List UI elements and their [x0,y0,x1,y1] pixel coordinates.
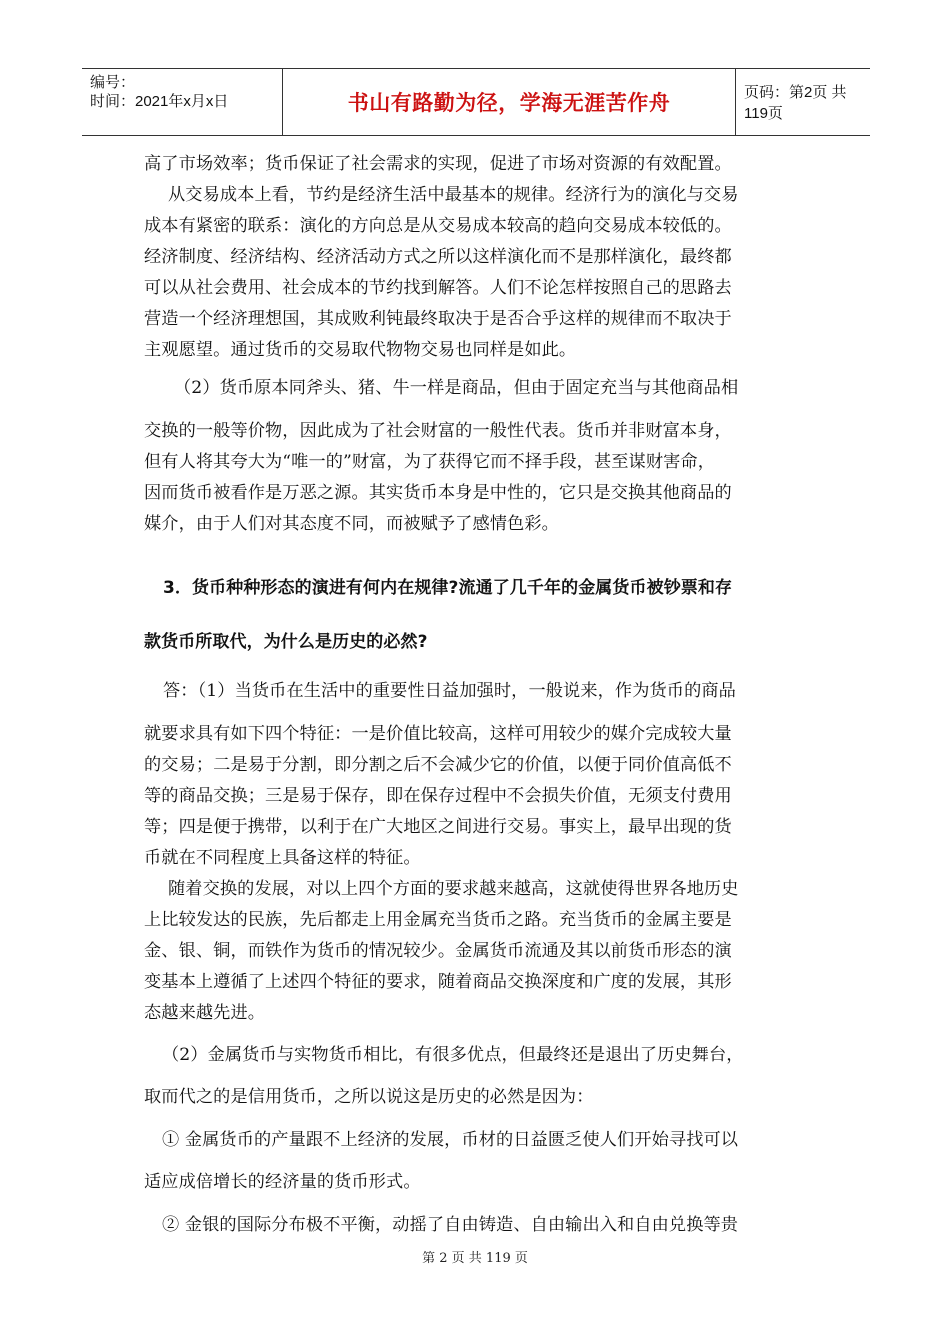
body-line: 但有人将其夸大为“唯一的”财富，为了获得它而不择手段，甚至谋财害命， [144,452,715,472]
body-line: ② 金银的国际分布极不平衡，动摇了自由铸造、自由输出入和自由兑换等贵 [162,1215,739,1235]
page-header [82,68,870,136]
body-line: 金、银、铜，而铁作为货币的情况较少。金属货币流通及其以前货币形态的演 [144,941,732,961]
body-line: 变基本上遵循了上述四个特征的要求，随着商品交换深度和广度的发展，其形 [144,972,732,992]
body-line: 上比较发达的民族，先后都走上用金属充当货币之路。充当货币的金属主要是 [144,910,732,930]
body-line: 适应成倍增长的经济量的货币形式。 [144,1172,421,1192]
header-motto-cell [282,69,736,135]
body-line: 等的商品交换；三是易于保存，即在保存过程中不会损失价值，无须支付费用 [144,786,732,806]
body-line: 态越来越先进。 [144,1003,266,1023]
header-motto: 书山有路勤为径，学海无涯苦作舟 [347,91,671,115]
body-line: 就要求具有如下四个特征：一是价值比较高，这样可用较少的媒介完成较大量 [144,724,732,744]
document-date-label: 时间：2021年x月x日 [90,93,229,110]
body-line: 交换的一般等价物，因此成为了社会财富的一般性代表。货币并非财富本身， [144,421,732,441]
body-line: 可以从社会费用、社会成本的节约找到解答。人们不论怎样按照自己的思路去 [144,278,732,298]
body-line: 高了市场效率；货币保证了社会需求的实现，促进了市场对资源的有效配置。 [144,154,732,174]
body-line: （2）金属货币与实物货币相比，有很多优点，但最终还是退出了历史舞台， [162,1045,744,1065]
body-line: 经济制度、经济结构、经济活动方式之所以这样演化而不是那样演化，最终都 [144,247,732,267]
body-line: 从交易成本上看，节约是经济生活中最基本的规律。经济行为的演化与交易 [168,185,739,205]
body-line: 答：（1）当货币在生活中的重要性日益加强时，一般说来，作为货币的商品 [163,681,736,701]
question-heading: 款货币所取代，为什么是历史的必然? [144,632,428,652]
page-footer: 第 2 页 共 119 页 [422,1251,528,1266]
body-line: 媒介，由于人们对其态度不同，而被赋予了感情色彩。 [144,514,559,534]
body-line: 等；四是便于携带，以利于在广大地区之间进行交易。事实上，最早出现的货 [144,817,732,837]
body-line: 随着交换的发展，对以上四个方面的要求越来越高，这就使得世界各地历史 [168,879,739,899]
header-page-number: 页码：第2页 共119页 [744,84,847,122]
body-line: 成本有紧密的联系：演化的方向总是从交易成本较高的趋向交易成本较低的。 [144,216,732,236]
body-line: 营造一个经济理想国，其成败利钝最终取决于是否合乎这样的规律而不取决于 [144,309,732,329]
body-line: （2）货币原本同斧头、猪、牛一样是商品，但由于固定充当与其他商品相 [174,378,739,398]
body-line: 主观愿望。通过货币的交易取代物物交易也同样是如此。 [144,340,577,360]
document-number-label: 编号： [90,74,136,91]
header-page-cell [736,69,870,135]
body-line: 的交易；二是易于分割，即分割之后不会减少它的价值，以便于同价值高低不 [144,755,732,775]
body-line: ① 金属货币的产量跟不上经济的发展，币材的日益匮乏使人们开始寻找可以 [162,1130,739,1150]
body-line: 因而货币被看作是万恶之源。其实货币本身是中性的，它只是交换其他商品的 [144,483,732,503]
header-meta [82,69,282,135]
body-line: 取而代之的是信用货币，之所以说这是历史的必然是因为： [144,1087,594,1107]
question-heading: 3．货币种种形态的演进有何内在规律?流通了几千年的金属货币被钞票和存 [163,578,733,598]
body-line: 币就在不同程度上具备这样的特征。 [144,848,421,868]
